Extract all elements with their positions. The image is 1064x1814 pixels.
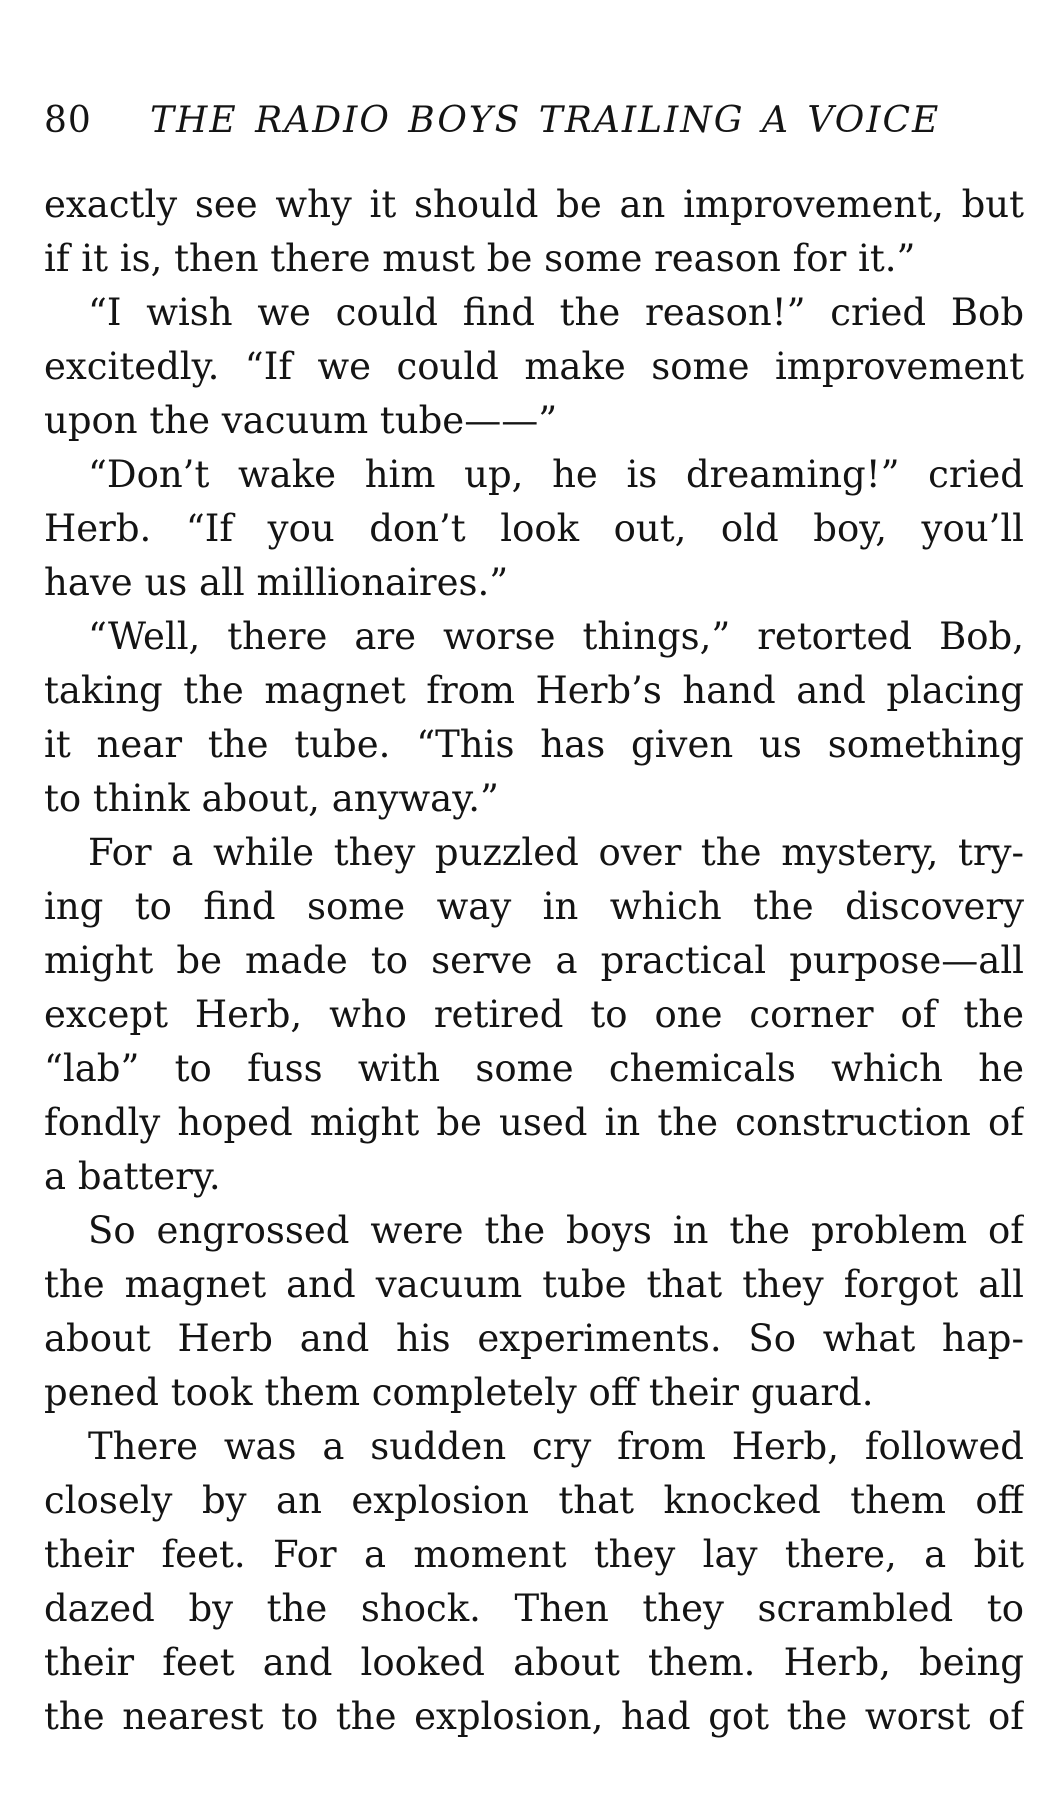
text-line: it near the tube. “This has given us something [44,723,1024,766]
text-line: dazed by the shock. Then they scrambled to [44,1587,1024,1630]
text-line: upon the vacuum tube——” [44,399,558,442]
text-line: have us all millionaires.” [44,561,509,604]
text-line: There was a sudden cry from Herb, followed [88,1425,1024,1468]
body-text [44,178,1024,1744]
text-line: taking the magnet from Herb’s hand and placing [44,669,1024,712]
page-number: 80 [44,100,92,141]
text-line: So engrossed were the boys in the problem of [88,1209,1024,1252]
text-line: their feet and looked about them. Herb, being [44,1641,1024,1684]
text-line: “I wish we could find the reason!” cried Bob [88,291,1024,334]
text-line: ing to find some way in which the discovery [44,885,1024,928]
text-line: the nearest to the explosion, had got the worst of [44,1695,1024,1738]
running-title: THE RADIO BOYS TRAILING A VOICE [150,100,941,141]
text-line: fondly hoped might be used in the construction of [44,1101,1024,1144]
text-line: a battery. [44,1155,221,1198]
text-line: “Don’t wake him up, he is dreaming!” cried [88,453,1024,496]
text-line: excitedly. “If we could make some improvement [44,345,1024,388]
text-line: closely by an explosion that knocked them off [44,1479,1024,1522]
text-line: about Herb and his experiments. So what hap- [44,1317,1024,1360]
text-line: except Herb, who retired to one corner of the [44,993,1024,1036]
text-line: if it is, then there must be some reason for it.” [44,237,916,280]
text-line: “lab” to fuss with some chemicals which he [44,1047,1024,1090]
text-line: pened took them completely off their guard. [44,1371,874,1414]
text-line: For a while they puzzled over the mystery, try- [88,831,1024,874]
text-line: to think about, anyway.” [44,777,499,820]
text-line: “Well, there are worse things,” retorted Bob, [88,615,1024,658]
text-line: the magnet and vacuum tube that they forgot all [44,1263,1024,1306]
text-line: their feet. For a moment they lay there, a bit [44,1533,1024,1576]
text-line: Herb. “If you don’t look out, old boy, you’ll [44,507,1024,550]
page-header [44,96,1024,146]
text-line: exactly see why it should be an improvement, but [44,183,1024,226]
text-line: might be made to serve a practical purpose—all [44,939,1024,982]
